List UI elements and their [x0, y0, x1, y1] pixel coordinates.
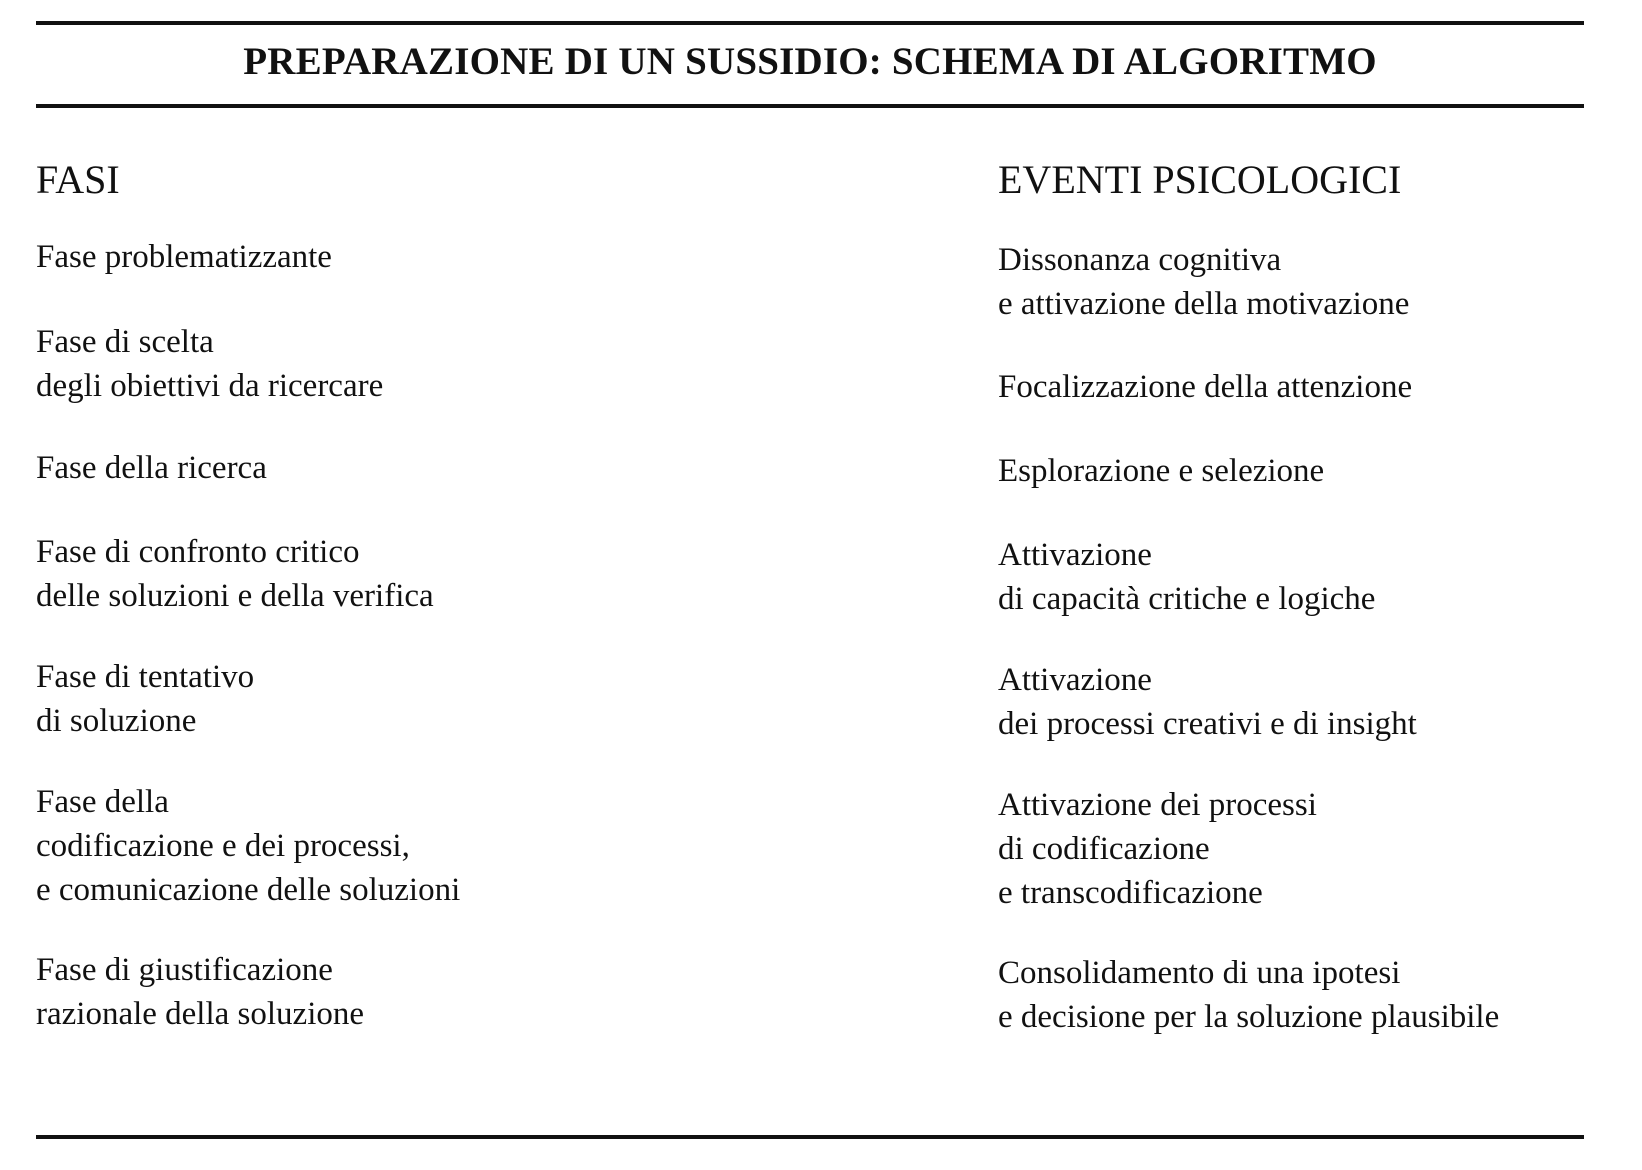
evento-line: Attivazione dei processi — [998, 787, 1317, 823]
evento-line: Esplorazione e selezione — [998, 453, 1325, 489]
column-header-eventi: EVENTI PSICOLOGICI — [998, 157, 1402, 202]
fase-line: Fase della ricerca — [36, 450, 267, 486]
evento-line: e transcodificazione — [998, 875, 1263, 911]
evento-line: e attivazione della motivazione — [998, 286, 1410, 322]
fase-line: Fase della — [36, 784, 169, 820]
evento-line: Focalizzazione della attenzione — [998, 369, 1413, 405]
evento-line: di codificazione — [998, 831, 1210, 867]
evento-entry — [998, 365, 1412, 409]
fase-line: delle soluzioni e della verifica — [36, 578, 434, 614]
evento-entry — [998, 238, 1409, 326]
fase-entry — [36, 320, 383, 408]
fase-entry — [36, 530, 434, 618]
fase-line: Fase di confronto critico — [36, 534, 360, 570]
bottom-rule — [36, 1135, 1584, 1139]
fase-entry — [36, 446, 267, 490]
evento-line: Attivazione — [998, 662, 1152, 698]
evento-line: e decisione per la soluzione plausibile — [998, 999, 1500, 1035]
document-title: PREPARAZIONE DI UN SUSSIDIO: SCHEMA DI ALGORITMO — [243, 40, 1377, 83]
evento-entry — [998, 449, 1324, 493]
fase-line: Fase di giustificazione — [36, 952, 333, 988]
fase-line: razionale della soluzione — [36, 996, 365, 1032]
fase-entry — [36, 780, 460, 912]
fase-line: Fase di tentativo — [36, 659, 255, 695]
evento-entry — [998, 783, 1317, 915]
evento-line: Dissonanza cognitiva — [998, 242, 1282, 278]
top-rule — [36, 21, 1584, 25]
fase-entry — [36, 235, 332, 279]
evento-line: Consolidamento di una ipotesi — [998, 955, 1401, 991]
evento-entry — [998, 951, 1499, 1039]
fase-line: di soluzione — [36, 703, 197, 739]
fase-line: degli obiettivi da ricercare — [36, 368, 384, 404]
fase-entry — [36, 655, 254, 743]
evento-entry — [998, 533, 1375, 621]
fase-line: Fase problematizzante — [36, 239, 332, 275]
fase-entry — [36, 948, 364, 1036]
evento-line: di capacità critiche e logiche — [998, 581, 1376, 617]
evento-line: dei processi creativi e di insight — [998, 706, 1417, 742]
fase-line: e comunicazione delle soluzioni — [36, 872, 461, 908]
evento-entry — [998, 658, 1417, 746]
fase-line: codificazione e dei processi, — [36, 828, 410, 864]
fase-line: Fase di scelta — [36, 324, 214, 360]
title-underline-rule — [36, 104, 1584, 108]
column-header-fasi: FASI — [36, 157, 120, 202]
evento-line: Attivazione — [998, 537, 1152, 573]
